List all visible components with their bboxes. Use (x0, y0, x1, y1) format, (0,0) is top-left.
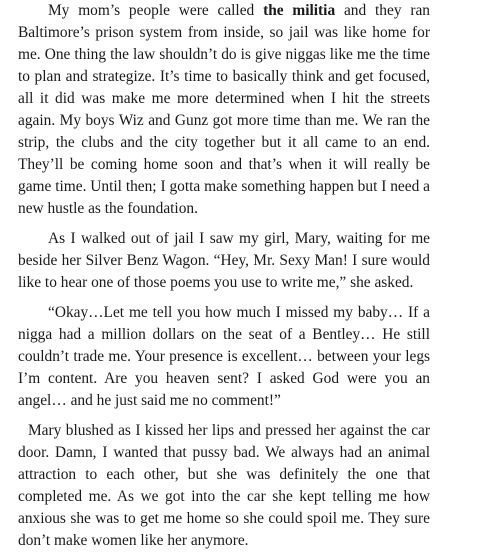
paragraph-1-before: My mom’s people were called (48, 2, 264, 19)
paragraph-3: “Okay…Let me tell you how much I missed my baby… If a nigga had a million dollars on the seat of a Bentley… He still couldn’t trade me. Your presence is excellent… between your legs I’m content. Are you heaven sent? I asked God were you an angel… and he just said me no comment!” (18, 304, 430, 409)
book-page (18, 0, 430, 552)
paragraph-1-after: and they ran Baltimore’s prison system from inside, so jail was like home for me. One thing the law shouldn’t do is give niggas like me the time to plan and strategize. It’s time to basically think and get focused, all it did was make me more determined when I hit the streets again. My boys Wiz and Gunz got more time than me. We ran the strip, the clubs and the city together but it all came to an end. They’ll be coming home soon and that’s when it will really be game time. Until then; I gotta make something happen but I need a new hustle as the foundation. (18, 2, 430, 217)
paragraph-4: Mary blushed as I kissed her lips and pressed her against the car door. Damn, I wanted that pussy bad. We always had an animal attraction to each other, but she was definitely the one that completed me. As we got into the car she kept telling me how anxious she was to get me home so she could spoil me. They sure don’t make women like her anymore. (18, 422, 430, 549)
paragraph-1 (18, 0, 430, 220)
paragraph-2: As I walked out of jail I saw my girl, Mary, waiting for me beside her Silver Benz Wagon. “Hey, Mr. Sexy Man! I sure would like to hear one of those poems you use to write me,” she asked. (18, 230, 430, 291)
paragraph-1-bold: the militia (263, 2, 336, 19)
